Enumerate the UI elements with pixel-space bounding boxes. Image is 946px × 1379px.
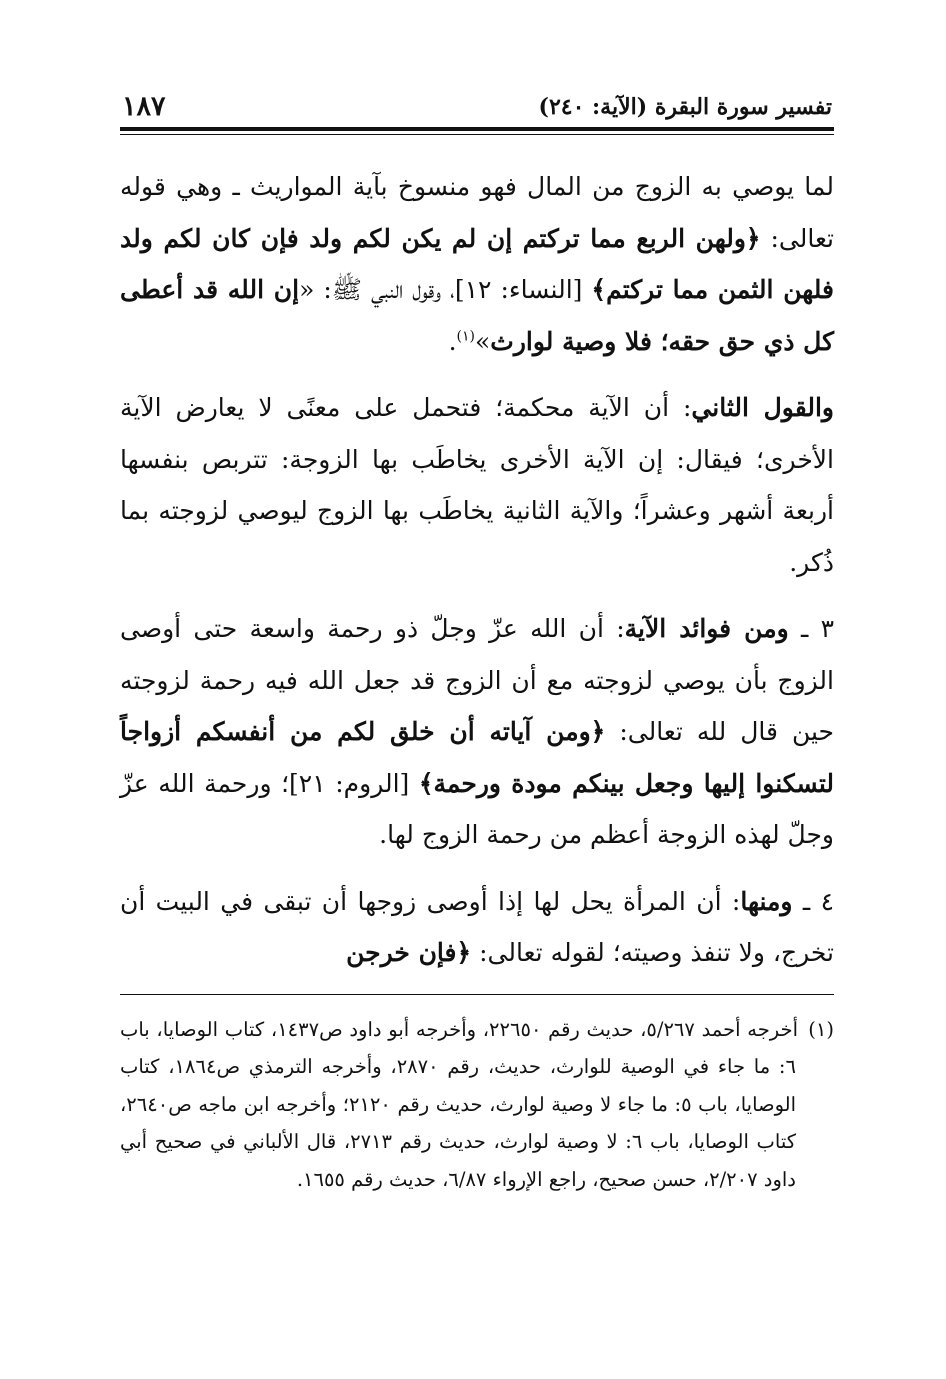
item-number: ٤ ـ — [792, 886, 834, 916]
quran-quote: ﴿فإن خرجن — [346, 938, 472, 967]
text-run: لما يوصي به الزوج من المال فهو منسوخ بآية المواريث ـ وهي قوله تعالى: — [120, 172, 834, 253]
text-run: : أن الآية محكمة؛ فتحمل على معنًى لا يعارض الآية الأخرى؛ فيقال: إن الآية الأخرى يخاطَب بها الزوجة: تتربص بنفسها أربعة أشهر وعشراً؛ والآية الثانية يخاطَب بها الزوج ليوصي لزوجته بما ذُكر. — [120, 393, 834, 577]
footnote-text: أخرجه أحمد ٥/٢٦٧، حديث رقم ٢٢٦٥٠، وأخرجه أبو داود ص١٤٣٧، كتاب الوصايا، باب ٦: ما جاء في الوصية للوارث، حديث، رقم ٢٨٧٠، وأخرجه الترمذي ص١٨٦٤، كتاب الوصايا، باب ٥: ما جاء لا وصية لوارث، حديث رقم ٢١٢٠؛ وأخرجه ابن ماجه ص٢٦٤٠، كتاب الوصايا، باب ٦: لا وصية لوارث، حديث رقم ٢٧١٣، قال الألباني في صحيح أبي داود ٢/٢٠٧، حسن صحيح، راجع الإرواء ٦/٨٧، حديث رقم ١٦٥٥. — [120, 1017, 798, 1191]
hadith-quote: إن الله قد أعطى كل ذي حق حقه؛ فلا وصية لوارث — [120, 275, 834, 356]
running-title: تفسير سورة البقرة (الآية: ٢٤٠) — [538, 94, 832, 120]
footnote-separator — [120, 994, 834, 995]
paragraph-2 — [120, 382, 834, 588]
text-run: : أن المرأة يحل لها إذا أوصى زوجها أن تبقى في البيت أن تخرج، ولا تنفذ وصيته؛ لقوله تعالى: — [120, 886, 834, 967]
paragraph-3 — [120, 603, 834, 861]
text-run: [الروم: ٢١]؛ ورحمة الله عزّ وجلّ لهذه الزوجة أعظم من رحمة الزوج لها. — [120, 768, 834, 849]
main-text — [120, 161, 834, 979]
page-number: ١٨٧ — [122, 91, 166, 122]
book-page — [120, 88, 834, 1198]
text-run: [النساء: ١٢]، وقول النبي ﷺ: « — [299, 275, 592, 304]
text-run: » — [474, 326, 491, 356]
item-number: ٣ ـ — [788, 614, 835, 643]
header-rule-thin — [120, 134, 834, 135]
header-rule-thick — [120, 127, 834, 131]
text-run: : أن الله عزّ وجلّ ذو رحمة واسعة حتى أوصى الزوج بأن يوصي لزوجته مع أن الزوج قد جعل الله فيه رحمة لزوجته حين قال لله تعالى: — [120, 614, 834, 746]
footnote-1 — [120, 1011, 834, 1199]
footnote-reference: (١) — [456, 328, 475, 345]
quran-quote: ﴿ولهن الربع مما تركتم إن لم يكن لكم ولد فإن كان لكم ولد فلهن الثمن مما تركتم﴾ — [120, 223, 834, 304]
paragraph-1 — [120, 161, 834, 367]
section-lead: والقول الثاني — [691, 393, 834, 422]
quran-quote: ﴿ومن آياته أن خلق لكم من أنفسكم أزواجاً لتسكنوا إليها وجعل بينكم مودة ورحمة﴾ — [120, 717, 835, 798]
text-run: . — [448, 326, 457, 356]
footnote-marker: (١) — [808, 1017, 834, 1041]
section-lead: ومنها — [740, 886, 793, 916]
section-lead: ومن فوائد الآية — [624, 614, 789, 643]
paragraph-4 — [120, 876, 834, 979]
running-header — [120, 88, 834, 122]
